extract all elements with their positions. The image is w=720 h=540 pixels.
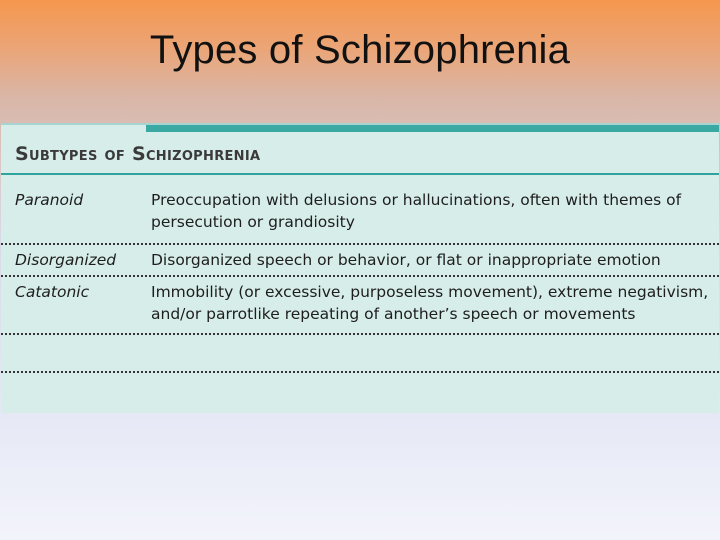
subtypes-table xyxy=(1,123,719,413)
table-row-disorganized xyxy=(1,245,719,277)
table-row-term: Catatonic xyxy=(15,283,90,301)
table-title-divider xyxy=(1,173,719,175)
slide-title: Types of Schizophrenia xyxy=(149,28,571,72)
table-row-catatonic xyxy=(1,277,719,335)
table-row-term: Paranoid xyxy=(15,191,84,209)
table-row-description: Preoccupation with delusions or hallucinations, often with themes of persecution or grandiosity xyxy=(151,191,682,231)
table-row-paranoid xyxy=(1,185,719,245)
table-accent-band xyxy=(146,125,719,132)
table-row-description: Disorganized speech or behavior, or flat or inappropriate emotion xyxy=(151,251,661,269)
table-title: Subtypes of Schizophrenia xyxy=(15,143,261,165)
table-row-term: Disorganized xyxy=(15,251,117,269)
table-row-empty xyxy=(1,335,719,373)
table-row-description: Immobility (or excessive, purposeless movement), extreme negativism, and/or parrotlike repeating of another’s speech or movements xyxy=(151,283,709,323)
